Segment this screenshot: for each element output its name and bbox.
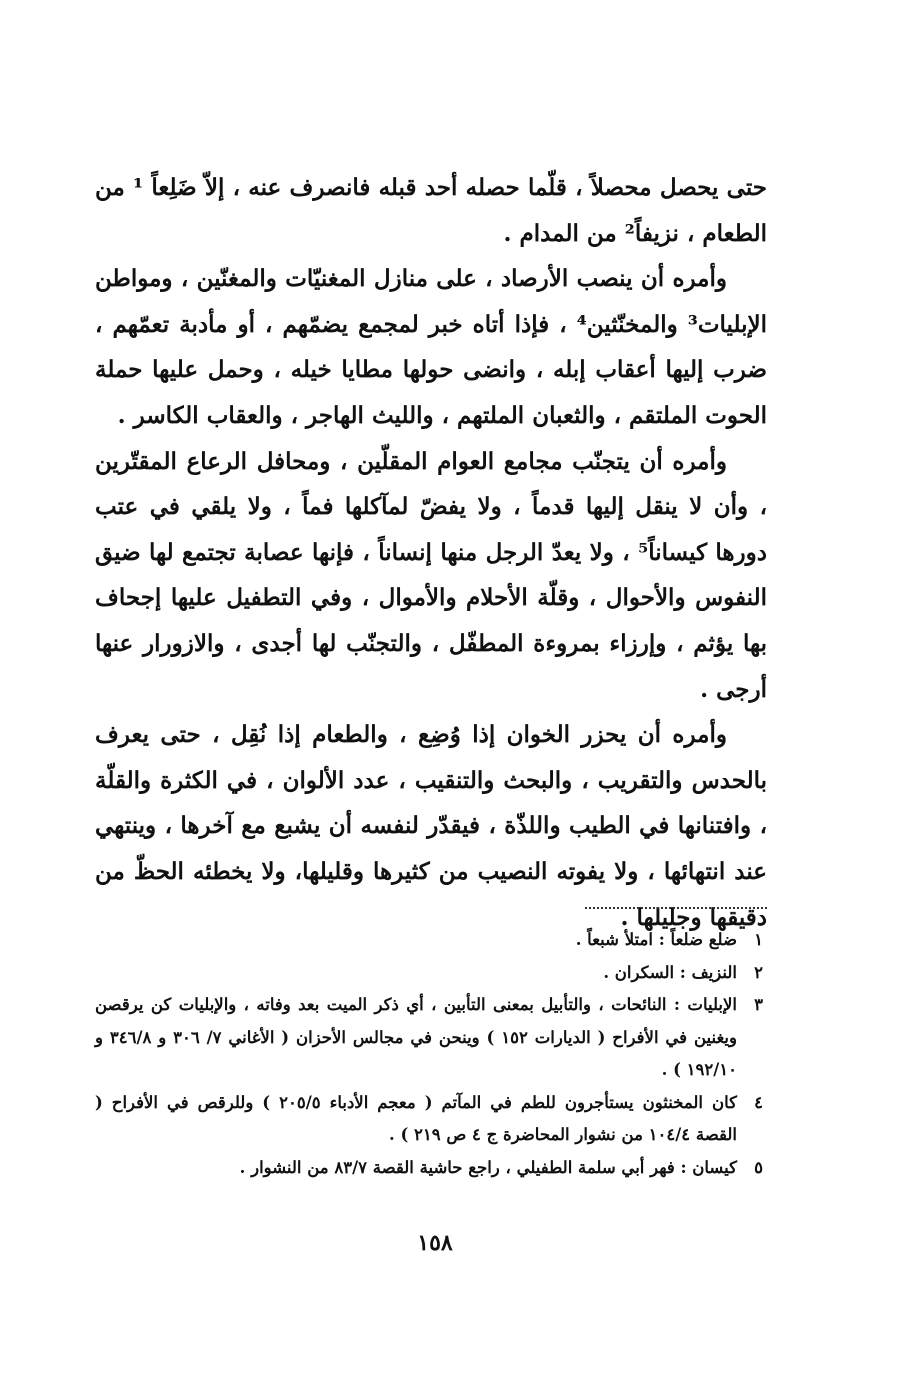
paragraph-1: حتى يحصل محصلاً ، قلّما حصله أحد قبله فانصرف عنه ، إلاّ ضَلِعاً ¹ من الطعام ، نزيفاً² من المدام .: [95, 174, 767, 247]
footnote-5: [95, 1152, 767, 1185]
footnote-text: الإبليات : النائحات ، والتأبيل بمعنى التأبين ، أي ذكر الميت بعد وفاته ، والإبليات كن يرقصن ويغنين في الأفراح ( الديارات ١٥٢ ) وينحن في مجالس الأحزان ( الأغاني ٧/ ٣٠٦ و ٣٤٦/٨ و ١٩٢/١٠ ) .: [95, 995, 737, 1079]
footnote-text: ضلع ضلعاً : امتلأ شبعاً .: [575, 930, 737, 949]
paragraph-2: وأمره أن ينصب الأرصاد ، على منازل المغنيّات والمغنّين ، ومواطن الإبليات³ والمخنّثين⁴ ، فإذا أتاه خبر لمجمع يضمّهم ، أو مأدبة تعمّهم ، ضرب إليها أعقاب إبله ، وانضى حولها مطايا خيله ، وحمل عليها حملة الحوت الملتقم ، والثعبان الملتهم ، والليث الهاجر ، والعقاب الكاسر .: [95, 265, 767, 429]
footnote-number: ٢: [754, 962, 763, 982]
paragraph-4: وأمره أن يحزر الخوان إذا وُضِع ، والطعام إذا نُقِل ، حتى يعرف بالحدس والتقريب ، والبحث والتنقيب ، عدد الألوان ، في الكثرة والقلّة ، وافتنانها في الطيب واللذّة ، فيقدّر لنفسه أن يشبع مع آخرها ، وينتهي عند انتهائها ، ولا يفوته النصيب من كثيرها وقليلها، ولا يخطئه الحظّ من دقيقها وجليلها .: [95, 721, 767, 931]
main-text: [95, 165, 767, 940]
footnote-separator: [585, 907, 767, 909]
footnote-number: ٤: [754, 1092, 763, 1112]
footnote-1: [95, 924, 767, 957]
footnote-number: ١: [754, 930, 763, 949]
footnote-4: [95, 1087, 767, 1152]
footnote-3: [95, 989, 767, 1087]
footnote-text: كيسان : فهر أبي سلمة الطفيلي ، راجع حاشية القصة ٨٣/٧ من النشوار .: [239, 1157, 737, 1177]
footnote-number: ٥: [754, 1157, 763, 1177]
footnote-2: [95, 957, 767, 990]
page-number: ١٥٨: [417, 1230, 453, 1256]
footnote-text: كان المخنثون يستأجرون للطم في المآتم ( معجم الأدباء ٢٠٥/٥ ) وللرقص في الأفراح ( القصة ١٠٤/٤ من نشوار المحاضرة ج ٤ ص ٢١٩ ) .: [95, 1092, 737, 1144]
footnote-text: النزيف : السكران .: [603, 962, 737, 982]
footnotes: [95, 924, 767, 1184]
paragraph-3: وأمره أن يتجنّب مجامع العوام المقلّين ، ومحافل الرعاع المقتّرين ، وأن لا ينقل إليها قدماً ، ولا يفضّ لمآكلها فماً ، ولا يلقي في عتب دورها كيساناً⁵ ، ولا يعدّ الرجل منها إنساناً ، فإنها عصابة تجتمع لها ضيق النفوس والأحوال ، وقلّة الأحلام والأموال ، وفي التطفيل عليها إجحاف بها يؤثم ، وإرزاء بمروءة المطفّل ، والتجنّب لها أجدى ، والازورار عنها أرجى .: [95, 447, 767, 703]
footnote-number: ٣: [754, 995, 763, 1014]
